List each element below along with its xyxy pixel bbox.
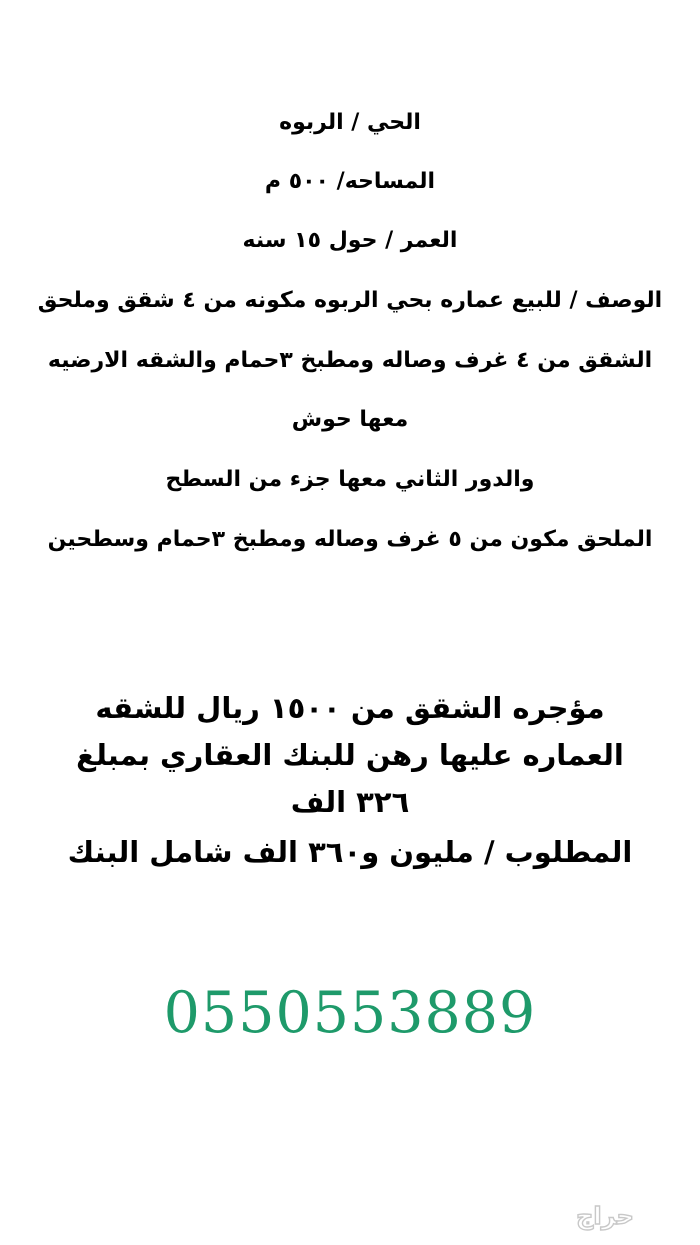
age-line: العمر / حول ١٥ سنه <box>242 228 458 253</box>
description-line: والدور الثاني معها جزء من السطح <box>165 467 535 492</box>
description-line: الوصف / للبيع عماره بحي الربوه مكونه من ٤ شقق وملحق <box>37 288 663 313</box>
neighborhood-line: الحي / الربوه <box>279 110 421 135</box>
description-line: معها حوش <box>291 407 409 432</box>
asking-price-line: المطلوب / مليون و٣٦٠ الف شامل البنك <box>67 835 633 869</box>
area-line: المساحه/ ٥٠٠ م <box>264 169 436 194</box>
mortgage-line: العماره عليها رهن للبنك العقاري بمبلغ <box>76 738 624 772</box>
mortgage-amount-line: ٣٢٦ الف <box>290 785 410 819</box>
phone-number[interactable]: 0550553889 <box>163 980 537 1046</box>
description-line: الملحق مكون من ٥ غرف وصاله ومطبخ ٣حمام وسطحين <box>47 527 653 552</box>
haraj-watermark-logo <box>550 1198 660 1234</box>
watermark-text: حراج <box>576 1202 634 1230</box>
description-line: الشقق من ٤ غرف وصاله ومطبخ ٣حمام والشقه الارضيه <box>47 348 653 373</box>
rent-line: مؤجره الشقق من ١٥٠٠ ريال للشقه <box>95 691 605 725</box>
